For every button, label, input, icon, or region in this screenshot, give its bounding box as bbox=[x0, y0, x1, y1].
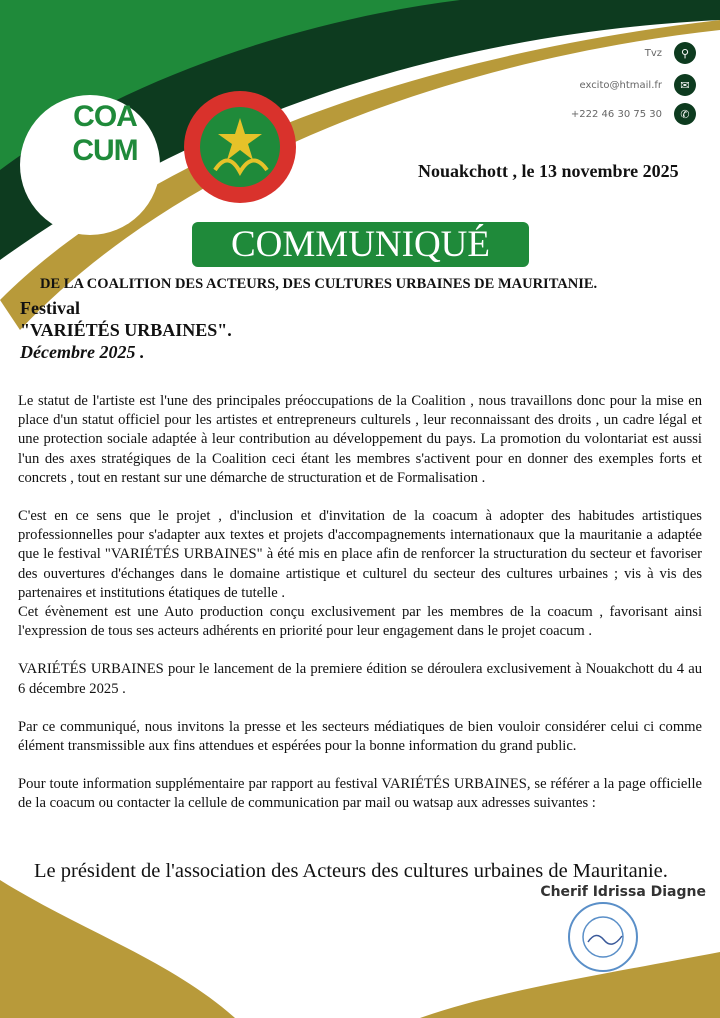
document-title: COMMUNIQUÉ bbox=[192, 222, 529, 267]
signature-line: Le président de l'association des Acteurs des cultures urbaines de Mauritanie. bbox=[34, 860, 668, 882]
contact-phone: +222 46 30 75 30 ✆ bbox=[571, 103, 696, 125]
mauritania-emblem bbox=[183, 90, 297, 204]
document-body bbox=[18, 392, 702, 833]
coacum-logo: COA CUM bbox=[72, 100, 138, 167]
contact-email: excito@htmail.fr ✉ bbox=[579, 74, 696, 96]
paragraph: Le statut de l'artiste est l'une des principales préoccupations de la Coalition , nous travaillons donc pour la mise en place d'un statut officiel pour les artistes et entrepreneurs culturels , leur reconnaissant des droits , un cadre légal et une protection sociale adaptée à leur contribution au développement du pays. La promotion du volontariat est aussi l'un des axes stratégiques de la Coalition ceci étant les membres s'activent pour en donner des exemples forts et concrets , tout en restant sur une démarche de structuration et de Formalisation . bbox=[18, 393, 702, 486]
signatory-name: Cherif Idrissa Diagne bbox=[540, 884, 706, 900]
festival-heading: Festival "VARIÉTÉS URBAINES". Décembre 2025 . bbox=[20, 298, 232, 362]
paragraph: Par ce communiqué, nous invitons la presse et les secteurs médiatiques de bien vouloir considérer celui ci comme élément transmissible aux fins attendues et espérées pour la bonne information du grand public. bbox=[18, 718, 702, 755]
location-pin-icon: ⚲ bbox=[674, 42, 696, 64]
document-subtitle: DE LA COALITION DES ACTEURS, DES CULTURES URBAINES DE MAURITANIE. bbox=[40, 276, 598, 292]
document-date: Nouakchott , le 13 novembre 2025 bbox=[418, 161, 679, 181]
mail-icon: ✉ bbox=[674, 74, 696, 96]
phone-icon: ✆ bbox=[674, 103, 696, 125]
paragraph: C'est en ce sens que le projet , d'inclusion et d'invitation de la coacum à adopter des habitudes artistiques professionnelles pour s'adapter aux textes et projets d'accompagnements internationaux que la mauritanie a adaptée que le festival "VARIÉTÉS URBAINES" à été mis en place afin de renforcer la structuration du secteur et favoriser des ouvertures d'échanges dans le domaine artistique et culturel du secteur des cultures urbaines ; vis à vis des partenaires et institutions étatiques de tutelle . bbox=[18, 508, 702, 601]
paragraph: Pour toute information supplémentaire par rapport au festival VARIÉTÉS URBAINES, se référer a la page officielle de la coacum ou contacter la cellule de communication par mail ou watsap aux adresses suivantes : bbox=[18, 776, 702, 812]
paragraph: VARIÉTÉS URBAINES pour le lancement de la premiere édition se déroulera exclusivement à Nouakchott du 4 au 6 décembre 2025 . bbox=[18, 661, 702, 697]
paragraph: Cet évènement est une Auto production conçu exclusivement par les membres de la coacum , favorisant ainsi l'expression de tous ses acteurs adhérents en priorité pour leur engagement dans le projet coacum . bbox=[18, 604, 702, 640]
official-stamp bbox=[566, 900, 640, 974]
contact-address: Tvz ⚲ bbox=[645, 42, 696, 64]
